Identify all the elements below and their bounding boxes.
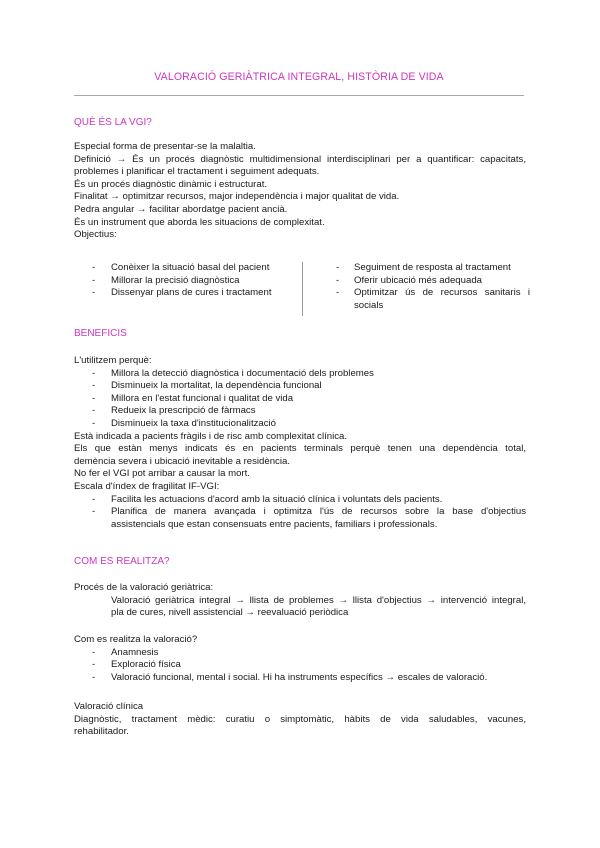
list-item: - Disminueix la mortalitat, la dependència funcional <box>74 380 526 393</box>
list-item: - Facilita les actuacions d'acord amb la situació clínica i voluntats dels pacients. <box>74 494 526 507</box>
list-item: - Exploració física <box>74 659 526 672</box>
document-title: VALORACIÓ GERIÀTRICA INTEGRAL, HISTÒRIA DE VIDA <box>154 71 444 83</box>
text-line: Pedra angular → facilitar abordatge pacient ancià. <box>74 203 288 215</box>
list-item: - Valoració funcional, mental i social. Hi ha instruments específics → escales de valoració. <box>74 672 526 685</box>
frailty-list <box>74 494 526 532</box>
process-text <box>74 582 526 620</box>
text-line: Especial forma de presentar-se la malaltia. <box>74 141 256 152</box>
list-item: - Millora la detecció diagnòstica i documentació dels problemes <box>74 368 526 381</box>
section-heading-benefits: BENEFICIS <box>74 328 127 339</box>
list-item-text: - Planifica de manera avançada i optimitza l'ús de recursos sobre la base d'objectius <box>111 506 526 518</box>
title-divider <box>74 95 524 96</box>
objectives-right-column <box>318 262 530 312</box>
what-is-vgi-text <box>74 141 526 242</box>
benefits-intro: L'utilitzem perquè: <box>74 355 152 366</box>
text-line: rehabilitador. <box>74 726 129 738</box>
frailty-scale-label: Escala d'índex de fragilitat IF-VGI: <box>74 480 220 492</box>
how-list <box>74 647 526 685</box>
text-line: És un procés diagnòstic dinàmic i estructurat. <box>74 178 268 190</box>
text-line: Definició → És un procés diagnòstic multidimensional interdisciplinari per a quantificar: capacitats, <box>74 153 526 165</box>
list-item-text: assistencials que estan consensuats entre pacients, familiars i professionals. <box>111 518 438 530</box>
list-item <box>74 506 526 531</box>
process-title: Procés de la valoració geriàtrica: <box>74 582 214 593</box>
text-line: Diagnòstic, tractament mèdic: curatiu o simptomàtic, hàbits de vida saludables, vacunes, <box>74 713 526 725</box>
list-item: - Seguiment de resposta al tractament <box>318 262 530 275</box>
list-item <box>318 287 530 312</box>
how-assessment-text <box>74 634 526 684</box>
column-divider <box>302 262 303 316</box>
how-title: Com es realitza la valoració? <box>74 634 198 645</box>
list-item: - Oferir ubicació més adequada <box>318 275 530 288</box>
list-item: - Conèixer la situació basal del pacient <box>74 262 300 275</box>
process-description <box>74 595 526 620</box>
objectives-left-column <box>74 262 300 300</box>
list-item: - Millora en l'estat funcional i qualitat de vida <box>74 393 526 406</box>
objectives-right-list <box>318 262 530 312</box>
objectives-label: Objectius: <box>74 229 117 241</box>
objectives-left-list <box>74 262 300 300</box>
clinical-title: Valoració clínica <box>74 701 144 712</box>
list-item-text: - Optimitzar ús de recursos sanitaris i <box>354 287 530 299</box>
text-line: Els que estàn menys indicats és en pacients terminals perquè tenen una dependència total, <box>74 443 526 455</box>
list-item-text: socials <box>354 299 384 311</box>
benefits-list <box>74 368 526 431</box>
list-item: - Millorar la precisió diagnòstica <box>74 275 300 288</box>
text-line: Finalitat → optimitzar recursos, major independència i major qualitat de vida. <box>74 191 400 203</box>
list-item: - Anamnesis <box>74 647 526 660</box>
objectives-columns <box>74 262 528 316</box>
list-item: - Redueix la prescripció de fàrmacs <box>74 405 526 418</box>
text-line: problemes i planificar el tractament i seguiment adequats. <box>74 166 320 178</box>
benefits-text <box>74 355 526 531</box>
text-line: És un instrument que aborda les situacions de complexitat. <box>74 216 325 228</box>
list-item: - Disminueix la taxa d'institucionalització <box>74 418 526 431</box>
section-heading-how-is-it-done: COM ES REALITZA? <box>74 556 170 567</box>
text-line: pla de cures, nivell assistencial → reevaluació periòdica <box>111 607 349 619</box>
text-line: Està indicada a pacients fràgils i de risc amb complexitat clínica. <box>74 430 348 442</box>
clinical-assessment-text <box>74 701 526 739</box>
section-heading-what-is-vgi: QUÈ ÉS LA VGI? <box>74 117 152 128</box>
list-item: - Dissenyar plans de cures i tractament <box>74 287 300 300</box>
text-line: demència severa i ubicació inevitable a residència. <box>74 455 290 467</box>
text-line: Valoració geriàtrica integral → llista de problemes → llista d'objectius → intervenció integral, <box>111 594 526 606</box>
text-line: No fer el VGI pot arribar a causar la mort. <box>74 468 250 480</box>
